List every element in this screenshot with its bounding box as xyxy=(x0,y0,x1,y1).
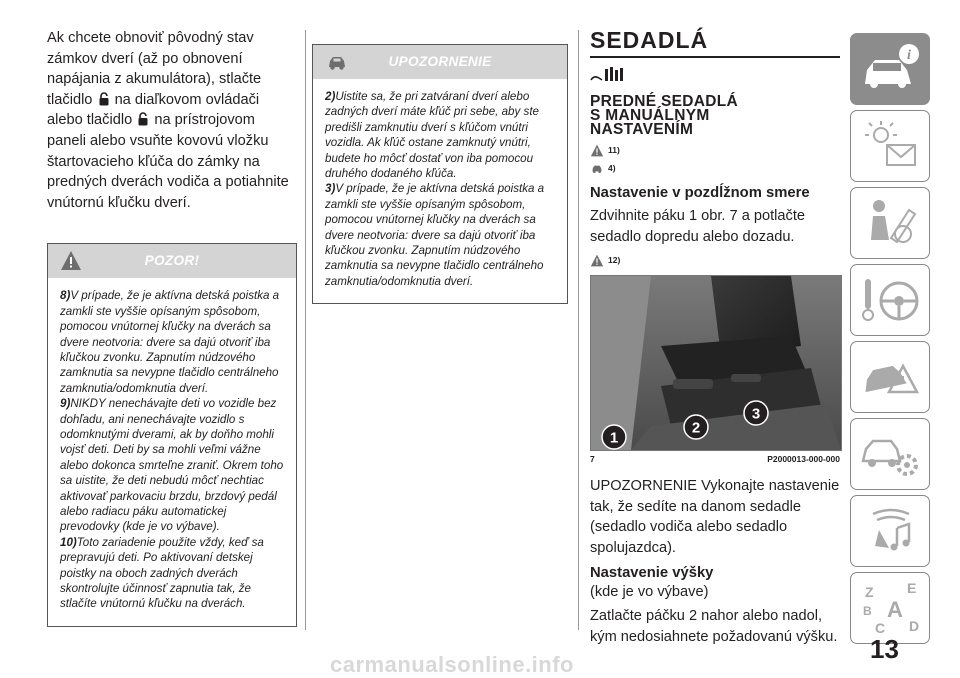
svg-text:1: 1 xyxy=(609,429,619,447)
tab-emergency[interactable] xyxy=(850,341,930,413)
reference-row xyxy=(590,141,840,159)
warning-item-number: 10) xyxy=(60,535,77,549)
note-item xyxy=(325,181,555,289)
heading-longitudinal: Nastavenie v pozdĺžnom smere xyxy=(590,185,810,201)
warning-body xyxy=(48,278,296,626)
callout-1 xyxy=(601,424,627,450)
intro-text-mid: na diaľkovom ovládači alebo tlačidlo xyxy=(47,91,260,129)
tab-maintenance[interactable] xyxy=(850,418,930,490)
safety-icon xyxy=(859,194,923,254)
svg-text:i: i xyxy=(907,48,911,63)
note-box-header xyxy=(313,45,567,79)
warning-title: POZOR! xyxy=(144,253,200,269)
svg-text:A: A xyxy=(887,597,903,622)
heading-height: Nastavenie výšky xyxy=(590,564,714,581)
maintenance-icon xyxy=(859,425,923,485)
warning-item-number: 9) xyxy=(60,397,71,411)
warning-item-text: NIKDY nenechávajte deti vo vozidle bez dohľadu, ani nenechávajte vozidlo s odomknutými dverami, ak by doňho mohli vojsť deti. Deti by sa mohli veľmi vážne alebo dokonca smrteľne zraniť. Okrem toho sa uistite, že deti nebudú môcť nechtiac aktivovať parkovaciu brzdu, brzdový pedál alebo radiacu páku automatickej prevodovky (kde je vo výbave). xyxy=(60,397,284,534)
section-title: SEDADLÁ xyxy=(590,27,709,53)
warning-item-text: V prípade, že je aktívna detská poistka a zamkli ste vyššie opísaným spôsobom, pomocou vnútornej kľučky na dverách sa dvere neotvoria: dvere sa dajú otvoriť iba kľučkou zvonku. Zapnutím núdzového zamknutia sa nevypne tlačidlo centrálneho zamknutia/odomknutia dverí. xyxy=(60,289,280,395)
heading-height-sub: (kde je vo výbave) xyxy=(590,583,709,600)
car-info-icon xyxy=(859,40,923,100)
column-divider xyxy=(305,30,306,630)
reference-row xyxy=(590,251,840,269)
warning-triangle-icon xyxy=(590,254,604,267)
paragraph-height: Zatlačte páčku 2 nahor alebo nadol, kým nedosiahnete požadovanú výšku. xyxy=(590,608,838,645)
chapter-sidebar xyxy=(850,33,930,649)
tab-warning-lights[interactable] xyxy=(850,110,930,182)
note-item-text: Uistite sa, že pri zatváraní dverí alebo zadných dverí máte kľúč pri sebe, aby ste predišli zamknutiu dverí s kľúčom vnútri vozidla. Ak kľúč ostane zamknutý vnútri, budete ho môcť dostať von iba pomocou druhého dodaného kľúča. xyxy=(325,90,539,181)
callout-3 xyxy=(743,400,769,426)
seat-photo xyxy=(590,275,842,451)
lock-open-icon xyxy=(99,92,109,106)
figure-code: P2000013-000-000 xyxy=(767,454,840,465)
warning-lights-icon xyxy=(859,117,923,177)
tab-starting-driving[interactable] xyxy=(850,264,930,336)
intro-paragraph xyxy=(47,28,297,213)
subsection-title xyxy=(590,95,840,137)
figure-caption xyxy=(590,454,840,464)
svg-text:C: C xyxy=(875,620,886,636)
paragraph-longitudinal: Zdvihnite páku 1 obr. 7 a potlačte sedadlo dopredu alebo dozadu. xyxy=(590,208,805,245)
subsection-title-line: PREDNÉ SEDADLÁ xyxy=(590,93,739,110)
column-2 xyxy=(312,44,568,304)
note-item-number: 2) xyxy=(325,90,336,103)
warning-item xyxy=(60,396,284,535)
svg-text:Z: Z xyxy=(865,584,874,600)
breakdown-icon xyxy=(859,348,923,408)
seat-photo-illustration xyxy=(591,276,841,450)
tab-safety[interactable] xyxy=(850,187,930,259)
column-divider xyxy=(578,30,579,630)
column-3 xyxy=(590,28,840,647)
page-number: 13 xyxy=(870,634,899,664)
warning-item xyxy=(60,288,284,396)
warning-triangle-icon xyxy=(590,144,604,157)
subsection-title-line: NASTAVENÍM xyxy=(590,121,694,138)
car-note-icon xyxy=(590,162,604,175)
reference-number: 11) xyxy=(608,145,620,155)
intro-text-end: na prístrojovom paneli alebo vsuňte kovovú vložku štartovacieho kľúča do zámky na predných dverách vodiča a potiahnite vnútornú kľučku dverí. xyxy=(47,112,289,211)
tab-car-info[interactable] xyxy=(850,33,930,105)
svg-text:D: D xyxy=(909,618,920,634)
column-1 xyxy=(47,28,297,627)
index-icon xyxy=(859,579,923,639)
tab-multimedia[interactable] xyxy=(850,495,930,567)
reference-row xyxy=(590,159,840,177)
intro-text-start: Ak chcete obnoviť pôvodný stav zámkov dverí (až po obnovení napájania z akumulátora), stlačte tlačidlo xyxy=(47,30,262,108)
callout-2 xyxy=(683,414,709,440)
steering-wheel-icon xyxy=(859,271,923,331)
svg-text:B: B xyxy=(863,604,872,618)
svg-text:3: 3 xyxy=(751,405,761,423)
footer-watermark: carmanualsonline.info xyxy=(330,652,574,677)
lock-open-icon xyxy=(138,112,148,126)
section-rule xyxy=(590,56,840,58)
subsection-title-line: S MANUÁLNYM xyxy=(590,107,710,124)
note-body xyxy=(313,79,567,303)
svg-text:2: 2 xyxy=(691,419,701,437)
note-box xyxy=(312,44,568,304)
multimedia-icon xyxy=(859,502,923,562)
reference-number: 4) xyxy=(608,163,616,173)
warning-item xyxy=(60,535,284,612)
warning-item-text: Toto zariadenie použite vždy, keď sa prepravujú deti. Po aktivovaní detskej poistky na oboch zadných dverách skontrolujte účinnosť zapnutia tak, že stlačíte vnútornú kľučku na dverách. xyxy=(60,535,264,611)
figure-number: 7 xyxy=(590,454,595,465)
warning-box-header xyxy=(48,244,296,278)
note-item-text: V prípade, že je aktívna detská poistka a zamkli ste vyššie opísaným spôsobom, pomocou vnútornej kľučky na dverách sa dvere neotvoria: dvere sa dajú otvoriť iba kľučkou zvonku. Zapnutím núdzového zamknutia sa nevypne tlačidlo centrálneho zamknutia/odomknutia dverí. xyxy=(325,182,545,288)
note-item xyxy=(325,89,555,181)
seat-icon xyxy=(590,66,624,84)
reference-number: 12) xyxy=(608,255,621,266)
warning-item-number: 8) xyxy=(60,289,71,303)
note-title: UPOZORNENIE xyxy=(388,54,492,69)
note-item-number: 3) xyxy=(325,182,336,196)
paragraph-note: UPOZORNENIE Vykonajte nastavenie tak, že sedíte na danom sedadle (sedadlo vodiča alebo sedadlo spolujazdca). xyxy=(590,478,840,556)
svg-text:E: E xyxy=(907,580,917,596)
warning-box xyxy=(47,243,297,627)
